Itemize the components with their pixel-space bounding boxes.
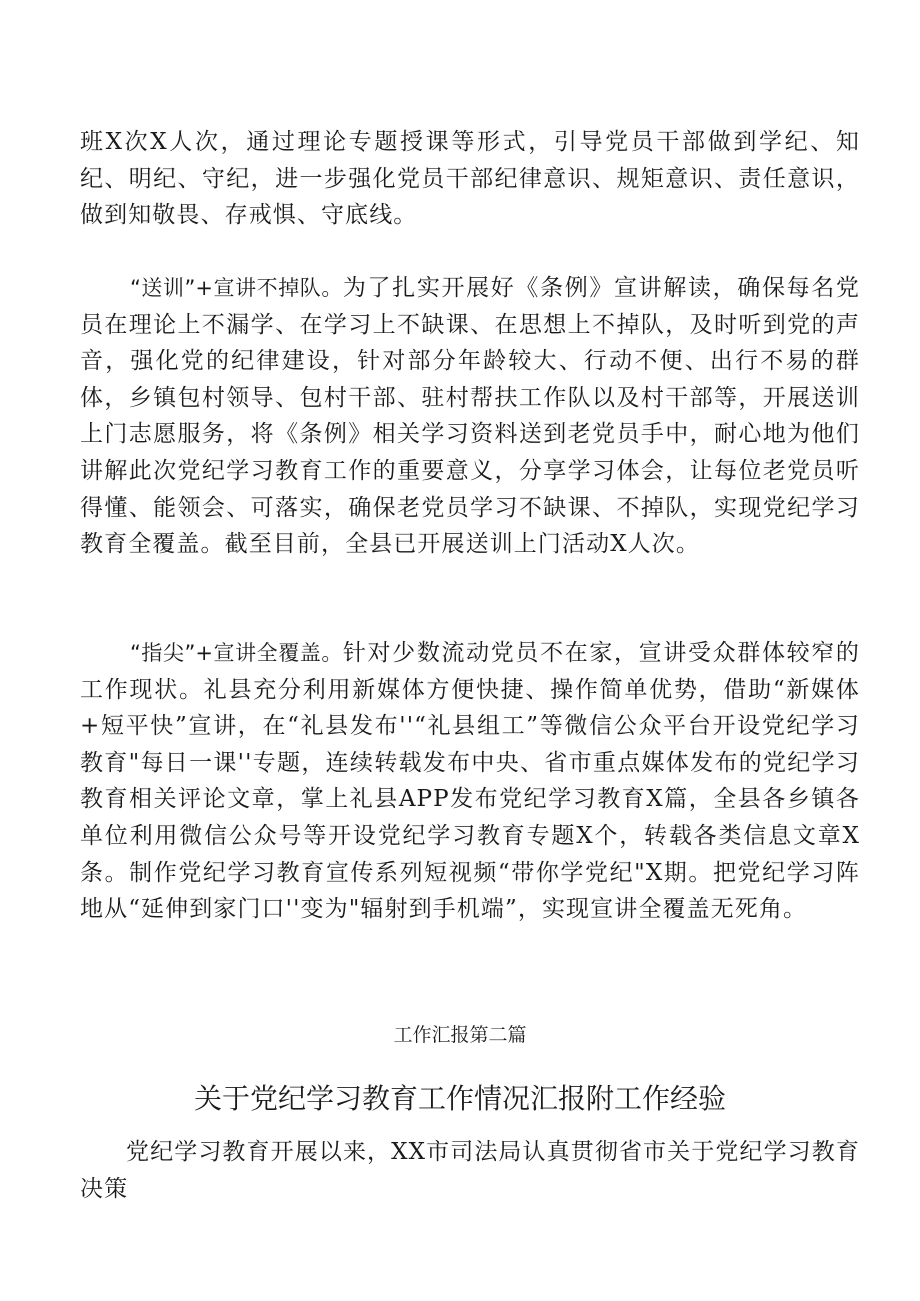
paragraph-2-lead: “送训”+宣讲不掉队。: [130, 276, 343, 300]
section-label: 工作汇报第二篇: [393, 1024, 527, 1046]
paragraph-2: [80, 270, 860, 563]
paragraph-3: [80, 635, 860, 928]
paragraph-3-body: 针对少数流动党员不在家，宣讲受众群体较窄的工作现状。礼县充分利用新媒体方便快捷、操作简单优势，借助“新媒体+短平快”宣讲，在“礼县发布''“礼县组工”等微信公众平台开设党纪学习教育"每日一课''专题，连续转载发布中央、省市重点媒体发布的党纪学习教育相关评论文章，掌上礼县APP发布党纪学习教育X篇，全县各乡镇各单位利用微信公众号等开设党纪学习教育专题X个，转载各类信息文章X条。制作党纪学习教育宣传系列短视频“带你学党纪"X期。把党纪学习阵地从“延伸到家门口''变为"辐射到手机端”，实现宣讲全覆盖无死角。: [80, 640, 860, 923]
document-title: 关于党纪学习教育工作情况汇报附工作经验: [193, 1082, 726, 1115]
paragraph-1: 班X次X人次，通过理论专题授课等形式，引导党员干部做到学纪、知纪、明纪、守纪，进一步强化党员干部纪律意识、规矩意识、责任意识，做到知敬畏、存戒惧、守底线。: [80, 129, 860, 229]
paragraph-2-body: 为了扎实开展好《条例》宣讲解读，确保每名党员在理论上不漏学、在学习上不缺课、在思想上不掉队，及时听到党的声音，强化党的纪律建设，针对部分年龄较大、行动不便、出行不易的群体，乡镇包村领导、包村干部、驻村帮扶工作队以及村干部等，开展送训上门志愿服务，将《条例》相关学习资料送到老党员手中，耐心地为他们讲解此次党纪学习教育工作的重要意义，分享学习体会，让每位老党员听得懂、能领会、可落实，确保老党员学习不缺课、不掉队，实现党纪学习教育全覆盖。截至目前，全县已开展送训上门活动X人次。: [80, 275, 860, 558]
paragraph-4: 党纪学习教育开展以来，XX市司法局认真贯彻省市关于党纪学习教育决策: [80, 1139, 860, 1202]
paragraph-3-lead: “指尖”+宣讲全覆盖。: [130, 641, 343, 665]
